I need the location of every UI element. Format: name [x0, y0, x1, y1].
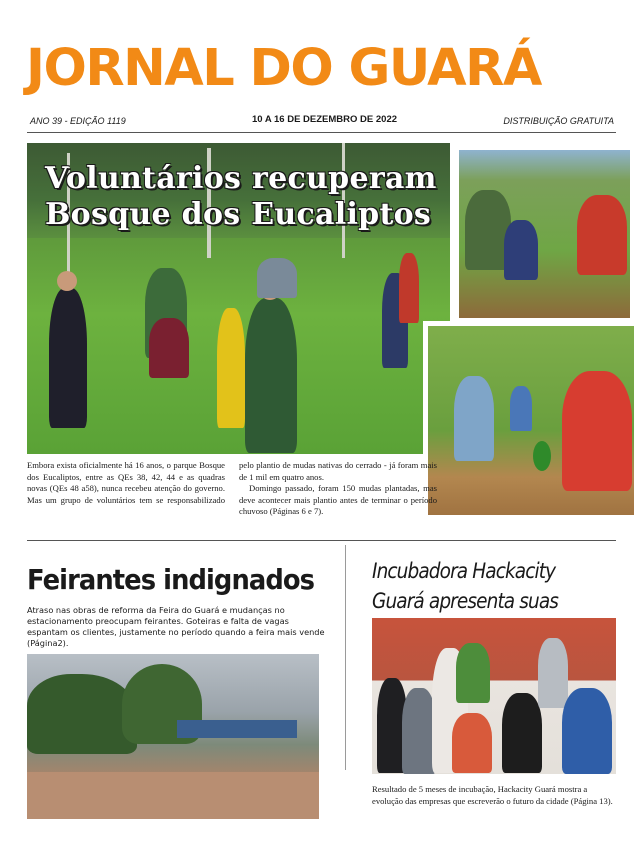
startup-member — [538, 638, 568, 708]
volunteer-figure — [577, 195, 627, 275]
edition-bar — [30, 112, 614, 130]
toddler-figure — [510, 386, 532, 431]
seedling-plant — [533, 441, 551, 471]
scout-figure — [245, 298, 297, 453]
newspaper-masthead: JORNAL DO GUARÁ — [26, 39, 541, 98]
edition-dates: 10 A 16 DE DEZEMBRO DE 2022 — [252, 114, 398, 125]
startup-member — [562, 688, 612, 774]
hackacity-group-photo — [372, 618, 616, 774]
wheelchair-figure — [149, 318, 189, 378]
feirantes-summary: Atraso nas obras de reforma da Feira do Guará e mudanças no estacionamento preocupam feirantes. Goteiras e falta de vagas espantam os clientes, justamente no período quando a feira mais vende (Página2). — [27, 605, 325, 648]
volunteer-figure — [257, 258, 297, 298]
child-figure — [454, 376, 494, 461]
lead-article-body — [27, 460, 437, 520]
lead-headline-line1: Voluntários recuperam — [45, 161, 437, 196]
column-divider — [345, 545, 346, 770]
edition-number: ANO 39 - EDIÇÃO 1119 — [30, 116, 126, 126]
dirt-ground — [27, 772, 319, 819]
feira-construction-photo — [27, 654, 319, 819]
feirantes-headline: Feirantes indignados — [27, 563, 315, 596]
section-divider — [27, 540, 616, 541]
startup-member — [402, 688, 436, 774]
hackacity-headline: Incubadora Hackacity Guará apresenta suas — [372, 559, 559, 613]
masthead-divider — [27, 132, 616, 133]
side-photo-planting — [455, 146, 634, 322]
lead-paragraph: Domingo passado, foram 150 mudas plantadas, mas deve acontecer mais plantio antes de terminar o período chuvoso (Páginas 6 e 7). — [239, 483, 437, 516]
side-photo-seedling — [423, 321, 639, 520]
volunteer-figure — [399, 253, 419, 323]
startup-member — [502, 693, 542, 773]
tree-canopy — [27, 674, 137, 754]
lead-photo-volunteers — [27, 143, 450, 454]
volunteer-head — [57, 271, 77, 291]
volunteer-figure — [562, 371, 632, 491]
child-figure — [217, 308, 245, 428]
volunteer-figure — [49, 288, 87, 428]
feira-building — [177, 720, 297, 738]
lead-headline-line2: Bosque dos Eucaliptos — [45, 197, 432, 232]
hackacity-caption: Resultado de 5 meses de incubação, Hackacity Guará mostra a evolução das empresas que escreverão o futuro da cidade (Página 13). — [372, 784, 613, 806]
startup-member — [452, 713, 492, 773]
lead-paragraph: Embora exista oficialmente há 16 anos, o parque Bosque dos Eucaliptos, entre as QEs 38, 42, 44 e as quadras novas (QEs 48 a58), nunca recebeu atenção do governo. Mas um grupo de voluntários tem se responsabilizado pelo plantio de mudas nativas do cerrado - já foram mais de 1 mil em quatro anos. — [27, 460, 437, 505]
startup-member — [456, 643, 490, 703]
distribution-note: DISTRIBUIÇÃO GRATUITA — [503, 116, 614, 126]
child-figure — [504, 220, 538, 280]
lead-headline — [45, 161, 450, 233]
